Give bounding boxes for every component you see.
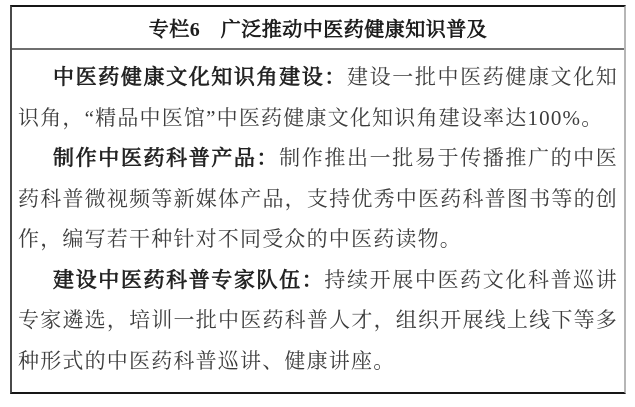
- paragraph-text: 制作推出一批易于传播推广的中医药科普微视频等新媒体产品，支持优秀中医药科普图书等的创作，编写若干种针对不同受众的中医药读物。: [18, 146, 619, 251]
- column-box-title: 专栏6 广泛推动中医药健康知识普及: [12, 7, 624, 50]
- paragraph-text: 建设一批中医药健康文化知识角，“精品中医馆”中医药健康文化知识角建设率达100%。: [18, 65, 618, 130]
- paragraph-lead: 建设中医药科普专家队伍：: [53, 267, 325, 292]
- paragraph-lead: 中医药健康文化知识角建设：: [53, 65, 348, 89]
- paragraph-text: 持续开展中医药文化科普巡讲专家遴选，培训一批中医药科普人才，组织开展线上线下等多种形式的中医药科普巡讲、健康讲座。: [18, 267, 618, 373]
- column-box-body: [12, 50, 624, 381]
- paragraph-science-products: [18, 138, 618, 260]
- paragraph-lead: 制作中医药科普产品：: [53, 146, 280, 170]
- paragraph-knowledge-corner: [18, 57, 618, 138]
- paragraph-expert-team: [18, 260, 618, 382]
- column-box: [10, 5, 626, 394]
